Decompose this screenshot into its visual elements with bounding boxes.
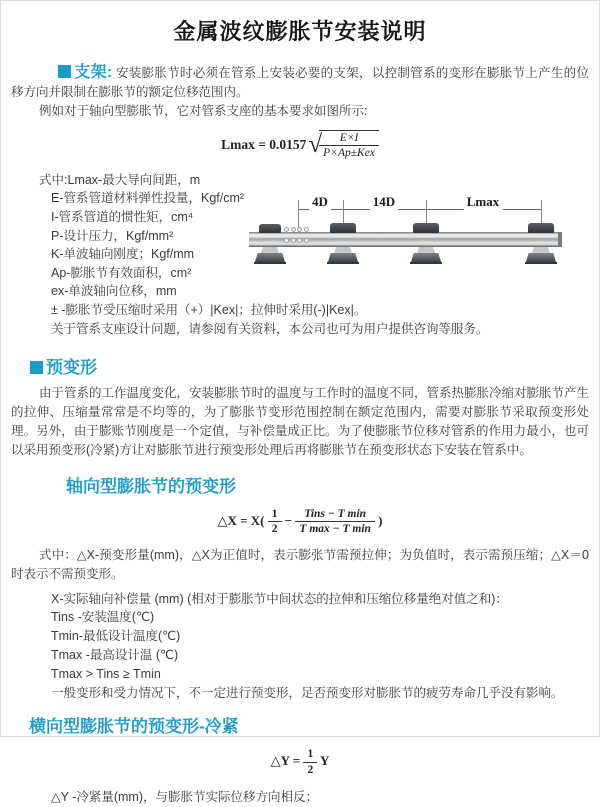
support-neck — [261, 247, 279, 253]
pipe-support-diagram — [249, 194, 565, 274]
bellows-convolution — [291, 238, 296, 243]
lmax-formula-denominator: P×Ap±Kex — [323, 147, 375, 160]
bellows-convolution — [304, 227, 309, 232]
variable-line: Ap-膨胀节有效面积，cm² — [51, 265, 192, 280]
axial-formula — [1, 507, 599, 537]
x-definition-line: X-实际轴向补偿量 (mm) (相对于膨胀节中间状态的拉伸和压缩位移量绝对值之和)： — [51, 591, 508, 606]
dim-label-lmax: Lmax — [464, 194, 503, 210]
half-fraction — [268, 507, 282, 537]
support-neck — [532, 247, 550, 253]
support-clamp — [413, 223, 439, 233]
variable-line: K-单波轴向刚度；Kgf/mm — [51, 247, 195, 262]
minus-sign: − — [284, 512, 293, 528]
support-clamp — [330, 223, 356, 233]
pipe-end-cap — [558, 232, 562, 247]
blue-square-icon — [58, 65, 71, 78]
support-clamp — [259, 224, 281, 233]
axial-formula-post: ) — [378, 512, 383, 528]
lateral-note-line: △Y -冷紧量(mm)，与膨胀节实际位移方向相反； — [51, 790, 319, 805]
support-plate — [525, 262, 557, 264]
support-plate — [254, 262, 286, 264]
temperature-definitions — [1, 608, 599, 684]
lateral-formula-rhs: Y — [319, 753, 330, 769]
lmax-formula — [1, 130, 599, 161]
support-base — [328, 253, 358, 262]
temp-numerator: Tins − T min — [295, 507, 375, 522]
predeform-section-heading — [30, 353, 599, 378]
pipe — [249, 232, 562, 247]
pipe-anchor-support — [254, 194, 286, 274]
support-neck — [417, 247, 435, 253]
support-neck — [334, 247, 352, 253]
support-heading-label: 支架: — [74, 64, 113, 81]
bellows-convolution — [291, 227, 296, 232]
bellows-convolution — [297, 238, 302, 243]
half-fraction — [303, 747, 317, 777]
axial-explain-paragraph: 式中：△X-预变形量(mm)，△X为正值时，表示膨张节需预拉伸；为负值时，表示需预压缩；△X＝0时表示不需预变形。 — [11, 547, 589, 581]
support-plate — [327, 262, 359, 264]
variable-line: P-设计压力，Kgf/mm² — [51, 228, 174, 243]
bellows-convolution — [304, 238, 309, 243]
plus-minus-note: ± -膨胀节受压缩时采用（+）|Kex|；拉伸时采用(-)|Kex|。 — [51, 302, 367, 317]
lateral-formula-lhs: △Y = — [270, 753, 301, 769]
axial-subheading: 轴向型膨胀节的预变形 — [66, 477, 236, 497]
blue-square-icon — [30, 361, 43, 374]
pipe-guide-support — [327, 194, 359, 274]
support-intro-text: 安装膨胀节时必须在管系上安装必要的支架，以控制管系的变形在膨胀节上产生的位移方向并限制在膨胀节的额定位移范围内。 — [11, 66, 589, 99]
dim-label-4d: 4D — [309, 194, 331, 210]
support-base — [255, 253, 285, 262]
lateral-formula — [1, 747, 599, 777]
variable-line: 式中:Lmax-最大导向间距，m — [39, 172, 201, 187]
variable-line: ex-单波轴向位移，mm — [51, 284, 177, 299]
sqrt-icon: √ — [308, 131, 323, 159]
axial-formula-pre: △X = X( — [217, 512, 265, 528]
temp-line: Tins -安装温度(℃) — [51, 610, 155, 625]
support-clamp — [528, 223, 554, 233]
half-denominator: 2 — [307, 763, 314, 776]
design-consult-note: 关于管系支座设计问题，请参阅有关资料，本公司也可为用户提供咨询等服务。 — [51, 321, 489, 336]
page-title: 金属波纹膨胀节安装说明 — [173, 19, 427, 44]
temp-line: Tmax -最高设计温 (℃) — [51, 648, 179, 663]
support-base — [526, 253, 556, 262]
half-numerator: 1 — [268, 507, 282, 522]
dim-label-14d: 14D — [370, 194, 398, 210]
support-intro-paragraph — [11, 63, 589, 102]
temp-line: Tmin-最低设计温度(℃) — [51, 629, 181, 644]
lmax-formula-fraction — [319, 130, 379, 161]
support-section-heading — [58, 64, 112, 81]
variable-line: I-管系管道的惯性矩，cm⁴ — [51, 209, 194, 224]
temp-denominator: T max − T min — [299, 523, 371, 536]
predeform-heading-label: 预变形 — [46, 358, 97, 378]
bellows-convolution — [297, 227, 302, 232]
pipe-guide-support — [410, 194, 442, 274]
support-base — [411, 253, 441, 262]
variable-line: E-管系管道材料弹性投量，Kgf/cm² — [51, 191, 245, 206]
temp-fraction — [295, 507, 375, 537]
support-example-line: 例如对于轴向型膨胀节，它对管系支座的基本要求如图所示: — [39, 104, 368, 118]
lmax-formula-lhs: Lmax = 0.0157 — [221, 137, 307, 153]
axial-note-line: 一般变形和受力情况下，不一定进行预变形，足否预变形对膨胀节的疲劳寿命几乎没有影响。 — [51, 686, 564, 701]
half-numerator: 1 — [303, 747, 317, 762]
pipe-guide-support — [525, 194, 557, 274]
predeform-paragraph: 由于管系的工作温度变化，安装膨胀节时的温度与工作时的温度不同，管系热膨胀冷缩对膨胀节产生的拉伸、压缩量常常是不均等的，为了膨胀节变形范围控制在额定范围内，需要对膨胀节采取预变形处理。另外，由于膨账节刚度是一个定值，与补偿量成正比。为了使膨胀节位移对管系的作用力最小，也可以采用预变形(冷紧)方让对膨胀节进行预变形处理后再将膨胀节在预变形状态下安装在管系中。 — [11, 386, 590, 458]
lmax-formula-numerator: E×I — [319, 131, 379, 146]
temp-line: Tmax > Tins ≥ Tmin — [51, 667, 161, 682]
lateral-subheading: 横向型膨胀节的预变形-冷紧 — [29, 717, 239, 737]
half-denominator: 2 — [271, 523, 278, 536]
support-plate — [410, 262, 442, 264]
